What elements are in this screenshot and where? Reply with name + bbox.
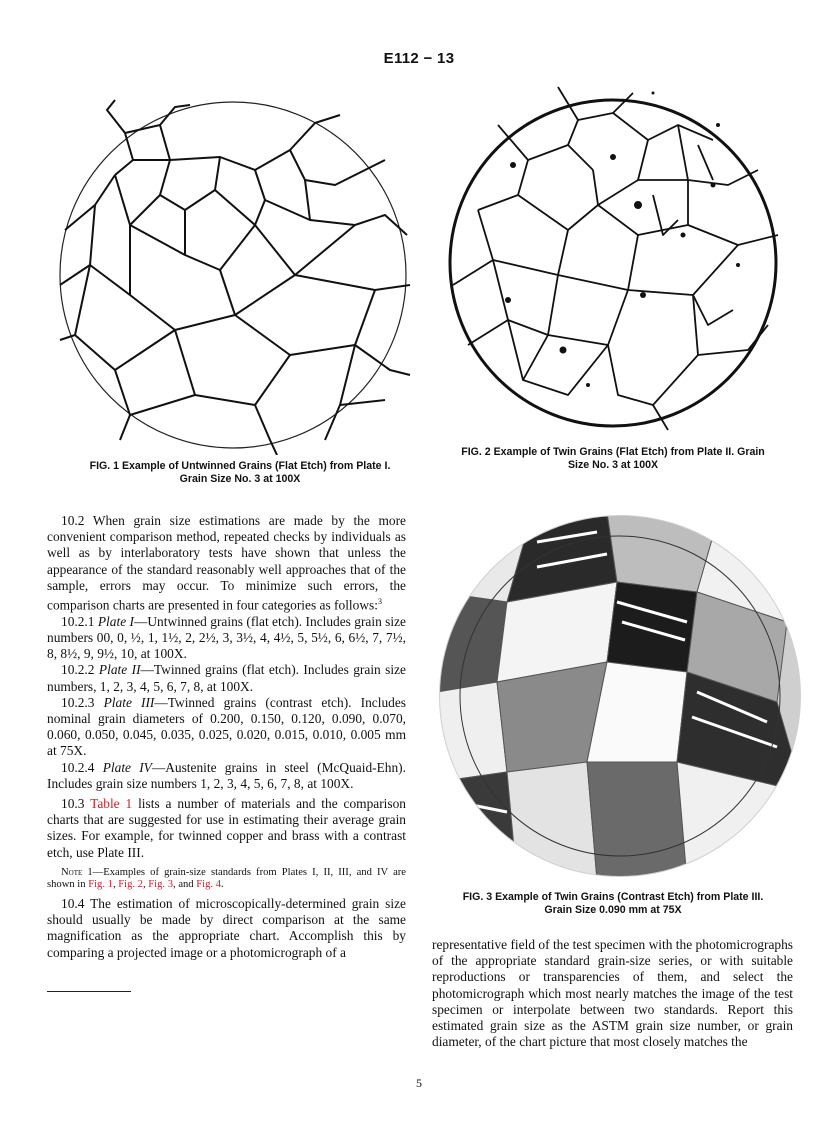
figure-1-caption-line2: Grain Size No. 3 at 100X — [179, 473, 301, 485]
page-number: 5 — [416, 1076, 422, 1090]
left-column — [47, 513, 406, 961]
fig-1-link[interactable]: Fig. 1 — [88, 879, 113, 891]
paragraph-text: —Austenite grains in steel (McQuaid-Ehn). Includes grain size numbers 1, 2, 3, 4, 5, 6, 7, 8, at 100X. — [47, 759, 406, 791]
figure-3-caption — [432, 891, 794, 917]
fig-2-link[interactable]: Fig. 2 — [118, 879, 143, 891]
table-1-link[interactable]: Table 1 — [90, 795, 133, 811]
section-number: 10.2.2 — [61, 662, 95, 678]
paragraph-10-2-4 — [47, 760, 406, 792]
figure-3-twin-grains-contrast-etch — [437, 512, 803, 880]
paragraph-text: —Untwinned grains (flat etch). Includes grain size numbers 00, 0, ½, 1, 1½, 2, 2½, 3, 3½, 4, 4½, 5, 5½, 6, 6½, 7, 7½, 8, 8½, 9, 9½, 10, at 100X. — [47, 613, 406, 662]
footnote-ref[interactable]: 3 — [377, 597, 382, 607]
section-number: 10.2.1 — [61, 613, 95, 629]
fig-4-link[interactable]: Fig. 4 — [196, 879, 221, 891]
figure-2-caption — [432, 446, 794, 472]
figure-2-caption-line2: Size No. 3 at 100X — [567, 459, 659, 471]
paragraph-10-2-2 — [47, 662, 406, 694]
note-conjunction: and — [178, 879, 194, 891]
paragraph-text: lists a number of materials and the comparison charts that are suggested for use in estimating their average grain sizes. For example, for twinned copper and brass with a contrast etch, use Plate III. — [47, 795, 407, 860]
plate-name: Plate II — [98, 662, 141, 678]
paragraph-10-2-3 — [47, 695, 406, 760]
figure-2-twin-grains-flat-etch — [438, 85, 788, 435]
note-1: Note 1—Examples of grain-size standards from Plates I, II, III, and IV are shown in Fig. 1, Fig. 2, Fig. 3, and Fig. 4. — [47, 866, 407, 891]
figure-1-caption-line1: FIG. 1 Example of Untwinned Grains (Flat Etch) from Plate I. — [89, 460, 391, 472]
note-text: —Examples of grain-size standards from Plates I, II, III, and IV are shown in — [47, 866, 407, 891]
paragraph-10-3 — [47, 796, 406, 861]
section-number: 10.2.4 — [61, 759, 95, 775]
section-number: 10.2.3 — [61, 694, 95, 710]
note-label: Note 1 — [61, 866, 93, 878]
paragraph-10-2-1 — [47, 614, 406, 663]
section-number: 10.3 — [61, 795, 85, 811]
plate-name: Plate III — [103, 694, 155, 710]
paragraph-10-4: 10.4 The estimation of microscopically-determined grain size should usually be made by direct comparison at the same magnification as the appropriate chart. Accomplish this by comparing a projected image or a photomicrograph of a — [47, 895, 406, 960]
paragraph-10-2 — [47, 513, 406, 614]
plate-name: Plate IV — [102, 759, 152, 775]
figure-3-caption-line1: FIG. 3 Example of Twin Grains (Contrast Etch) from Plate III. — [462, 891, 764, 903]
right-column — [432, 937, 793, 1050]
figure-2-caption-line1: FIG. 2 Example of Twin Grains (Flat Etch) from Plate II. Grain — [461, 446, 765, 458]
plate-name: Plate I — [97, 613, 134, 629]
figure-3-caption-line2: Grain Size 0.090 mm at 75X — [544, 904, 682, 916]
figure-1-caption — [40, 460, 440, 486]
paragraph-10-2-text: 10.2 When grain size estimations are made by the more convenient comparison method, repeated checks by individuals as well as by interlaboratory tests have shown that unless the appearance of the standard reasonably well approaches that of the sample, errors may occur. To minimize such errors, the comparison charts are presented in four categories as follows: — [47, 513, 406, 613]
paragraph-text: —Twinned grains (contrast etch). Includes nominal grain diameters of 0.200, 0.150, 0.120, 0.090, 0.070, 0.060, 0.050, 0.045, 0.035, 0.025, 0.020, 0.015, 0.010, 0.005 mm at 75X. — [47, 694, 406, 759]
paragraph-10-4-continued: representative field of the test specimen with the photomicrographs of the appropriate standard grain-size series, or with suitable reproductions or transparencies of them, and select the photomicrograph which most nearly matches the image of the test specimen or interpolate between two standards. Report this estimated grain size as the ASTM grain size number, or grain diameter, of the chart picture that most closely matches the — [432, 937, 793, 1050]
document-designation: E112 − 13 — [383, 50, 455, 67]
footnote-divider — [47, 991, 131, 992]
fig-3-link[interactable]: Fig. 3 — [148, 879, 174, 891]
figure-1-untwinned-grains — [55, 95, 415, 455]
paragraph-text: —Twinned grains (flat etch). Includes grain size numbers, 1, 2, 3, 4, 5, 6, 7, 8, at 100X. — [47, 662, 406, 694]
